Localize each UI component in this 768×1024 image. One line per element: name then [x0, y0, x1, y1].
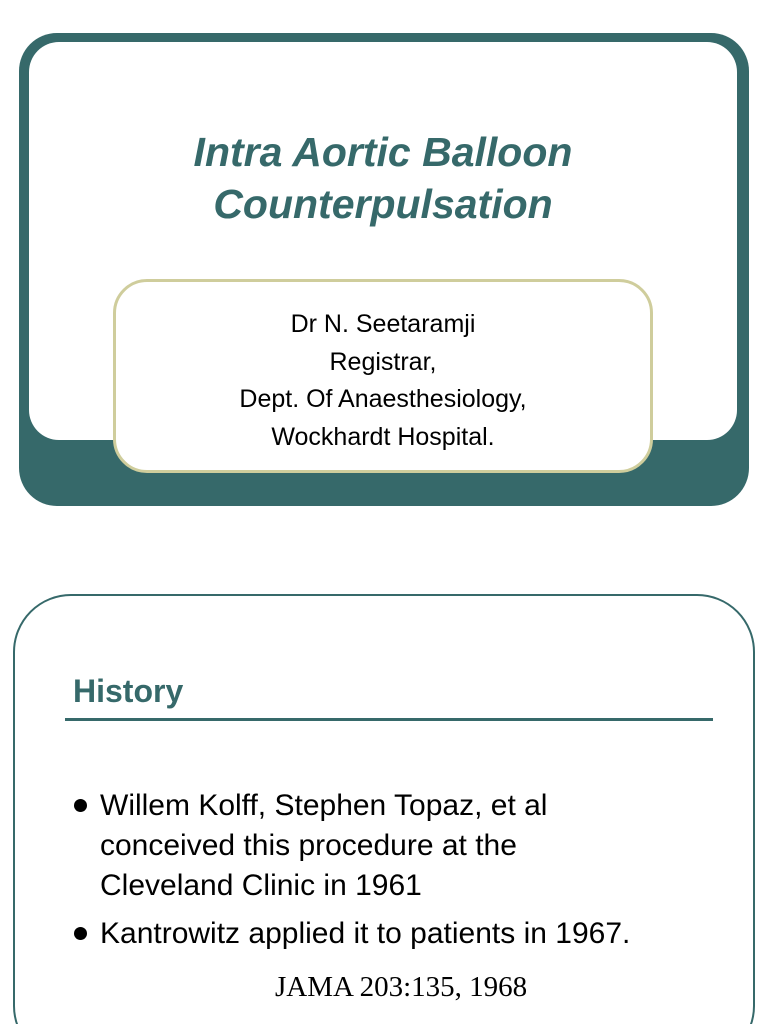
author-info — [116, 306, 650, 456]
author-department: Dept. Of Anaesthesiology, — [239, 385, 527, 413]
bullet-text-line: conceived this procedure at the — [100, 829, 517, 862]
bullet-text-line: Cleveland Clinic in 1961 — [100, 869, 422, 902]
bullet-icon — [74, 799, 87, 812]
bullet-item — [71, 786, 711, 906]
slide-title-line: Counterpulsation — [213, 181, 553, 227]
slide-title — [29, 126, 737, 230]
author-box — [113, 279, 653, 473]
bullet-text-line: Willem Kolff, Stephen Topaz, et al — [100, 789, 548, 822]
bullet-text-line: Kantrowitz applied it to patients in 1967. — [100, 917, 631, 950]
author-name: Dr N. Seetaramji — [290, 310, 476, 338]
author-hospital: Wockhardt Hospital. — [271, 422, 495, 451]
bullet-icon — [74, 927, 87, 940]
slide-title-line: Intra Aortic Balloon — [193, 129, 573, 175]
author-role: Registrar, — [329, 347, 437, 376]
citation: JAMA 203:135, 1968 — [275, 971, 528, 1003]
history-slide — [13, 594, 755, 1024]
title-slide — [19, 33, 749, 506]
bullet-list — [71, 786, 711, 962]
heading-divider — [65, 718, 713, 721]
slide-heading: History — [73, 673, 184, 709]
bullet-item — [71, 914, 711, 954]
